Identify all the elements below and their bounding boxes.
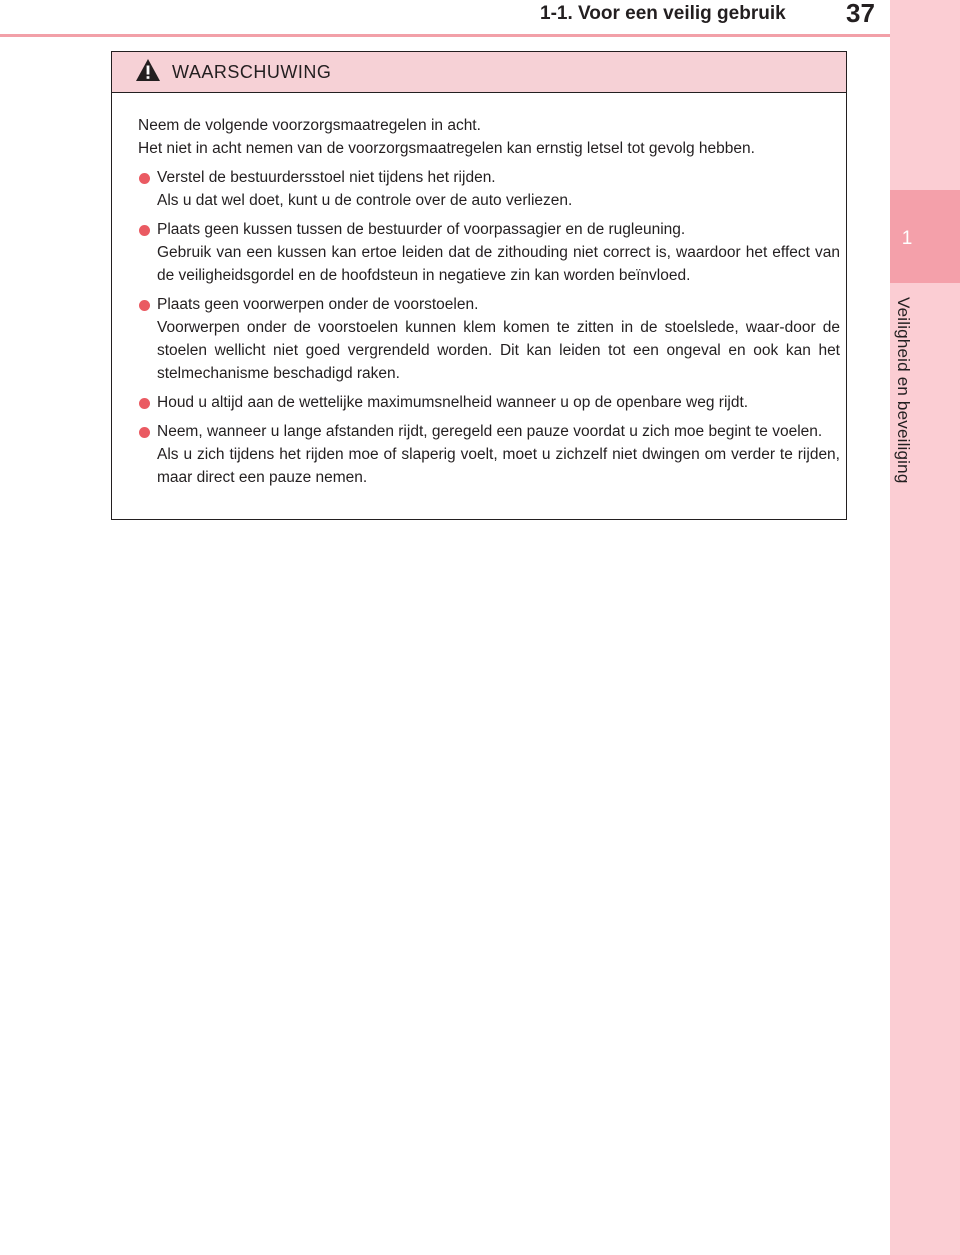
side-tab xyxy=(890,0,960,1255)
warning-box xyxy=(111,51,847,520)
warning-body xyxy=(138,114,840,489)
warning-bullet xyxy=(138,391,840,414)
warning-bullet xyxy=(138,166,840,212)
intro-line: Neem de volgende voorzorgsmaatregelen in acht. xyxy=(138,117,481,134)
bullet-line: Voorwerpen onder de voorstoelen kunnen klem komen te zitten in de stoelslede, waar-door de stoelen wellicht niet goed vergrendeld worden. Dit kan leiden tot een ongeval en ook kan het stelmechanisme beschadigd raken. xyxy=(157,319,840,382)
section-title: 1-1. Voor een veilig gebruik xyxy=(540,3,786,24)
bullet-dot-icon xyxy=(139,225,150,236)
warning-header xyxy=(112,52,846,93)
warning-bullet xyxy=(138,293,840,385)
header-divider xyxy=(0,34,890,37)
page-number: 37 xyxy=(846,0,875,28)
bullet-line: Gebruik van een kussen kan ertoe leiden dat de zithouding niet correct is, waardoor het effect van de veiligheidsgordel en de hoofdsteun in negatieve zin kan worden beïnvloed. xyxy=(157,244,840,284)
warning-bullet xyxy=(138,218,840,287)
warning-intro xyxy=(138,114,840,160)
bullet-dot-icon xyxy=(139,173,150,184)
bullet-dot-icon xyxy=(139,398,150,409)
chapter-title: Veiligheid en beveiliging xyxy=(894,297,913,484)
warning-triangle-icon xyxy=(135,58,161,87)
bullet-dot-icon xyxy=(139,427,150,438)
intro-line: Het niet in acht nemen van de voorzorgsmaatregelen kan ernstig letsel tot gevolg hebben. xyxy=(138,140,755,157)
bullet-line: Verstel de bestuurdersstoel niet tijdens het rijden. xyxy=(157,169,496,186)
warning-title: WAARSCHUWING xyxy=(172,62,332,82)
chapter-tab[interactable] xyxy=(890,190,960,283)
bullet-line: Als u dat wel doet, kunt u de controle over de auto verliezen. xyxy=(157,192,573,209)
bullet-line: Plaats geen voorwerpen onder de voorstoelen. xyxy=(157,296,479,313)
bullet-line: Neem, wanneer u lange afstanden rijdt, geregeld een pauze voordat u zich moe begint te voelen. xyxy=(157,423,823,440)
bullet-line: Als u zich tijdens het rijden moe of slaperig voelt, moet u zichzelf niet dwingen om verder te rijden, maar direct een pauze nemen. xyxy=(157,446,840,486)
chapter-number: 1 xyxy=(901,228,913,249)
bullet-line: Houd u altijd aan de wettelijke maximumsnelheid wanneer u op de openbare weg rijdt. xyxy=(157,394,749,411)
bullet-line: Plaats geen kussen tussen de bestuurder of voorpassagier en de rugleuning. xyxy=(157,221,686,238)
bullet-dot-icon xyxy=(139,300,150,311)
warning-bullet xyxy=(138,420,840,489)
